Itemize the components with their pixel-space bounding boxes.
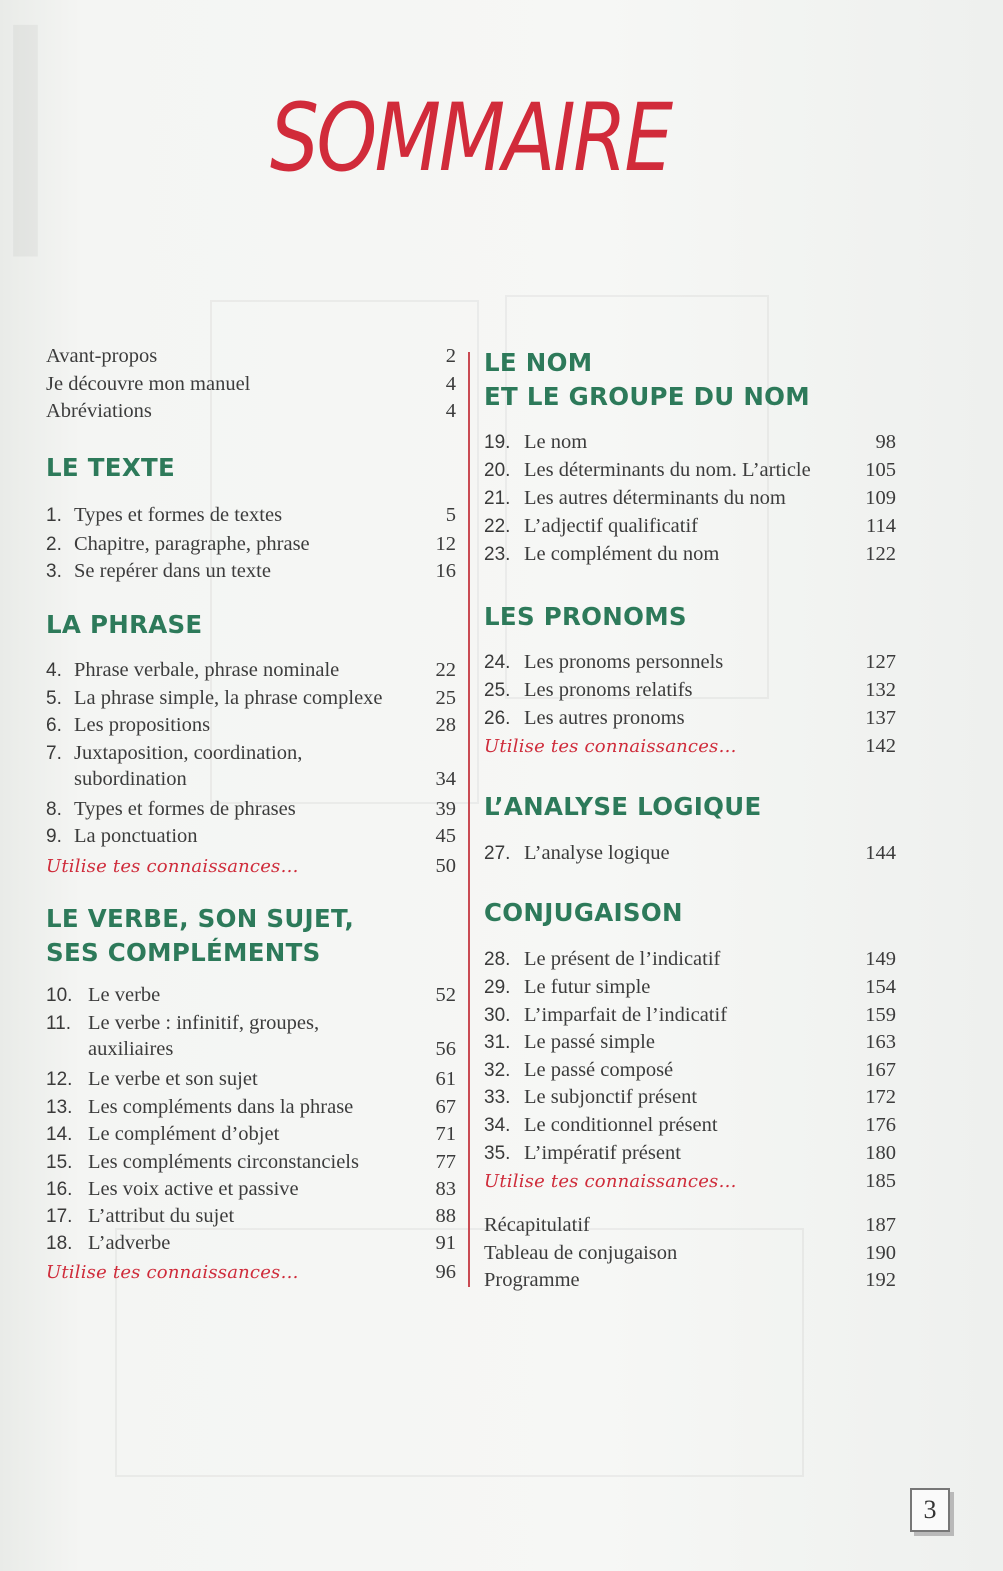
entry-number: 9. — [46, 826, 62, 847]
entry-number: 18. — [46, 1233, 73, 1254]
entry-title: Le futur simple — [524, 976, 651, 998]
entry-number: 25. — [484, 680, 511, 701]
entry-page: 190 — [865, 1242, 896, 1264]
recap-entry — [46, 1259, 456, 1285]
entry-number: 12. — [46, 1069, 73, 1090]
toc-entry — [46, 1230, 456, 1256]
entry-title: Se repérer dans un texte — [74, 560, 271, 582]
toc-entry — [46, 1010, 456, 1036]
entry-page: 163 — [865, 1031, 896, 1053]
entry-number: 11. — [46, 1013, 72, 1034]
entry-page: 16 — [435, 560, 456, 582]
entry-page: 114 — [866, 515, 896, 537]
entry-number: 10. — [46, 985, 73, 1006]
entry-title: Le subjonctif présent — [524, 1086, 698, 1108]
entry-title: La ponctuation — [74, 825, 198, 847]
entry-title: Avant-propos — [46, 345, 158, 367]
toc-entry-continued — [46, 1036, 456, 1062]
toc-entry — [484, 1002, 896, 1028]
entry-title: Le passé simple — [524, 1031, 655, 1053]
entry-title: Utilise tes connaissances… — [484, 736, 737, 757]
entry-number: 34. — [484, 1115, 511, 1136]
entry-page: 144 — [865, 842, 896, 864]
toc-entry — [484, 1112, 896, 1138]
entry-number: 4. — [46, 660, 62, 681]
toc-entry — [46, 398, 456, 424]
toc-entry — [46, 558, 456, 584]
entry-title: Les pronoms relatifs — [524, 679, 693, 701]
toc-entry — [46, 657, 456, 683]
toc-entry — [484, 974, 896, 1000]
entry-title: Utilise tes connaissances… — [46, 856, 299, 877]
entry-page: 61 — [435, 1068, 456, 1090]
toc-entry — [484, 946, 896, 972]
entry-number: 20. — [484, 460, 511, 481]
entry-page: 159 — [865, 1004, 896, 1026]
entry-title: Le nom — [524, 431, 588, 453]
entry-page: 142 — [865, 735, 896, 757]
entry-title: Tableau de conjugaison — [484, 1242, 678, 1264]
entry-number: 17. — [46, 1206, 73, 1227]
show-through-numeral: ▏ — [18, 35, 165, 247]
section-heading: ET LE GROUPE DU NOM — [484, 382, 810, 411]
entry-title: Les pronoms personnels — [524, 651, 724, 673]
entry-title: Juxtaposition, coordination, — [74, 742, 303, 764]
toc-entry — [46, 502, 456, 528]
section-heading: LE VERBE, SON SUJET, — [46, 904, 355, 933]
entry-number: 15. — [46, 1152, 73, 1173]
toc-entry — [484, 1140, 896, 1166]
recap-entry — [484, 733, 896, 759]
toc-entry — [46, 823, 456, 849]
entry-title: Utilise tes connaissances… — [484, 1171, 737, 1192]
entry-title: L’adjectif qualificatif — [524, 515, 698, 537]
entry-number: 3. — [46, 561, 62, 582]
section-heading: LE TEXTE — [46, 453, 176, 482]
entry-number: 1. — [46, 505, 62, 526]
entry-page: 127 — [865, 651, 896, 673]
entry-title: Types et formes de phrases — [74, 798, 296, 820]
entry-title: Utilise tes connaissances… — [46, 1262, 299, 1283]
section-heading: SES COMPLÉMENTS — [46, 938, 321, 967]
toc-entry — [46, 796, 456, 822]
entry-title: Phrase verbale, phrase nominale — [74, 659, 340, 681]
toc-entry-continued — [46, 766, 456, 792]
toc-entry — [484, 1240, 896, 1266]
entry-page: 88 — [435, 1205, 456, 1227]
entry-number: 8. — [46, 799, 62, 820]
toc-entry — [46, 1121, 456, 1147]
toc-entry — [484, 1212, 896, 1238]
entry-number: 16. — [46, 1179, 73, 1200]
entry-number: 30. — [484, 1005, 511, 1026]
entry-page: 98 — [875, 431, 896, 453]
entry-page: 50 — [435, 855, 456, 877]
section-heading: CONJUGAISON — [484, 898, 683, 927]
entry-page: 122 — [865, 543, 896, 565]
toc-entry — [46, 343, 456, 369]
entry-number: 28. — [484, 949, 511, 970]
toc-entry — [484, 1267, 896, 1293]
toc-entry — [46, 685, 456, 711]
entry-title: Le complément d’objet — [88, 1123, 280, 1145]
entry-page: 22 — [435, 659, 456, 681]
entry-number: 23. — [484, 544, 511, 565]
page-title: SOMMAIRE — [270, 84, 671, 193]
entry-number: 21. — [484, 488, 511, 509]
toc-entry — [46, 1203, 456, 1229]
entry-number: 7. — [46, 743, 62, 764]
entry-number: 32. — [484, 1060, 511, 1081]
section-heading: LE NOM — [484, 348, 593, 377]
entry-number: 27. — [484, 843, 511, 864]
toc-entry — [484, 840, 896, 866]
entry-page: 77 — [435, 1151, 456, 1173]
entry-number: 13. — [46, 1097, 73, 1118]
entry-title-continued: auxiliaires — [88, 1038, 174, 1060]
entry-title: Les compléments dans la phrase — [88, 1096, 354, 1118]
toc-entry — [46, 371, 456, 397]
toc-entry — [484, 541, 896, 567]
entry-page: 172 — [865, 1086, 896, 1108]
toc-entry — [484, 457, 896, 483]
toc-entry — [484, 485, 896, 511]
entry-number: 14. — [46, 1124, 73, 1145]
recap-entry — [484, 1168, 896, 1194]
entry-page: 96 — [435, 1261, 456, 1283]
entry-page: 56 — [435, 1038, 456, 1060]
entry-number: 22. — [484, 516, 511, 537]
entry-page: 5 — [445, 504, 456, 526]
entry-title: La phrase simple, la phrase complexe — [74, 687, 383, 709]
entry-title: Je découvre mon manuel — [46, 373, 251, 395]
toc-entry — [46, 1094, 456, 1120]
toc-entry — [484, 1057, 896, 1083]
entry-page: 45 — [435, 825, 456, 847]
entry-number: 29. — [484, 977, 511, 998]
entry-page: 192 — [865, 1269, 896, 1291]
entry-title: Le passé composé — [524, 1059, 674, 1081]
entry-number: 33. — [484, 1087, 511, 1108]
section-heading: LA PHRASE — [46, 610, 203, 639]
toc-entry — [46, 1066, 456, 1092]
entry-number: 26. — [484, 708, 511, 729]
entry-title: Le complément du nom — [524, 543, 720, 565]
entry-title: Les autres déterminants du nom — [524, 487, 786, 509]
entry-page: 167 — [865, 1059, 896, 1081]
toc-entry — [46, 712, 456, 738]
entry-page: 154 — [865, 976, 896, 998]
entry-title: L’adverbe — [88, 1232, 171, 1254]
entry-title: Chapitre, paragraphe, phrase — [74, 533, 310, 555]
entry-page: 34 — [435, 768, 456, 790]
entry-title: Le présent de l’indicatif — [524, 948, 721, 970]
entry-title: Programme — [484, 1269, 580, 1291]
entry-number: 19. — [484, 432, 511, 453]
entry-page: 25 — [435, 687, 456, 709]
entry-title: Le verbe et son sujet — [88, 1068, 258, 1090]
entry-number: 2. — [46, 534, 62, 555]
entry-page: 185 — [865, 1170, 896, 1192]
entry-title: L’analyse logique — [524, 842, 670, 864]
entry-title: L’impératif présent — [524, 1142, 681, 1164]
entry-title: L’imparfait de l’indicatif — [524, 1004, 728, 1026]
toc-entry — [46, 982, 456, 1008]
entry-page: 105 — [865, 459, 896, 481]
recap-entry — [46, 853, 456, 879]
toc-entry — [484, 649, 896, 675]
toc-entry — [484, 429, 896, 455]
toc-entry — [484, 1084, 896, 1110]
entry-title: L’attribut du sujet — [88, 1205, 235, 1227]
entry-page: 71 — [435, 1123, 456, 1145]
entry-page: 149 — [865, 948, 896, 970]
entry-page: 176 — [865, 1114, 896, 1136]
entry-page: 52 — [435, 984, 456, 1006]
section-heading: LES PRONOMS — [484, 602, 687, 631]
entry-title: Les déterminants du nom. L’article — [524, 459, 811, 481]
entry-number: 24. — [484, 652, 511, 673]
entry-title: Les compléments circonstanciels — [88, 1151, 359, 1173]
entry-page: 137 — [865, 707, 896, 729]
entry-title: Le verbe : infinitif, groupes, — [88, 1012, 320, 1034]
entry-number: 31. — [484, 1032, 511, 1053]
toc-entry — [484, 1029, 896, 1055]
toc-entry — [484, 705, 896, 731]
entry-page: 187 — [865, 1214, 896, 1236]
entry-title: Les propositions — [74, 714, 211, 736]
toc-entry — [46, 531, 456, 557]
entry-page: 180 — [865, 1142, 896, 1164]
entry-page: 109 — [865, 487, 896, 509]
entry-title: Le verbe — [88, 984, 161, 1006]
entry-page: 67 — [435, 1096, 456, 1118]
entry-number: 6. — [46, 715, 62, 736]
entry-number: 35. — [484, 1143, 511, 1164]
toc-entry — [46, 1149, 456, 1175]
entry-title: Les voix active et passive — [88, 1178, 299, 1200]
entry-title: Les autres pronoms — [524, 707, 685, 729]
entry-page: 83 — [435, 1178, 456, 1200]
section-heading: L’ANALYSE LOGIQUE — [484, 792, 762, 821]
entry-title: Types et formes de textes — [74, 504, 283, 526]
entry-page: 2 — [445, 345, 456, 367]
toc-entry — [46, 1176, 456, 1202]
toc-entry — [484, 513, 896, 539]
column-divider — [468, 352, 470, 1287]
entry-title-continued: subordination — [74, 768, 187, 790]
entry-page: 12 — [435, 533, 456, 555]
page-number: 3 — [910, 1488, 950, 1532]
entry-page: 39 — [435, 798, 456, 820]
entry-page: 91 — [435, 1232, 456, 1254]
toc-entry — [484, 677, 896, 703]
entry-page: 132 — [865, 679, 896, 701]
toc-entry — [46, 740, 456, 766]
entry-page: 28 — [435, 714, 456, 736]
entry-page: 4 — [445, 400, 456, 422]
entry-title: Le conditionnel présent — [524, 1114, 718, 1136]
entry-page: 4 — [445, 373, 456, 395]
entry-title: Récapitulatif — [484, 1214, 590, 1236]
entry-title: Abréviations — [46, 400, 152, 422]
entry-number: 5. — [46, 688, 62, 709]
